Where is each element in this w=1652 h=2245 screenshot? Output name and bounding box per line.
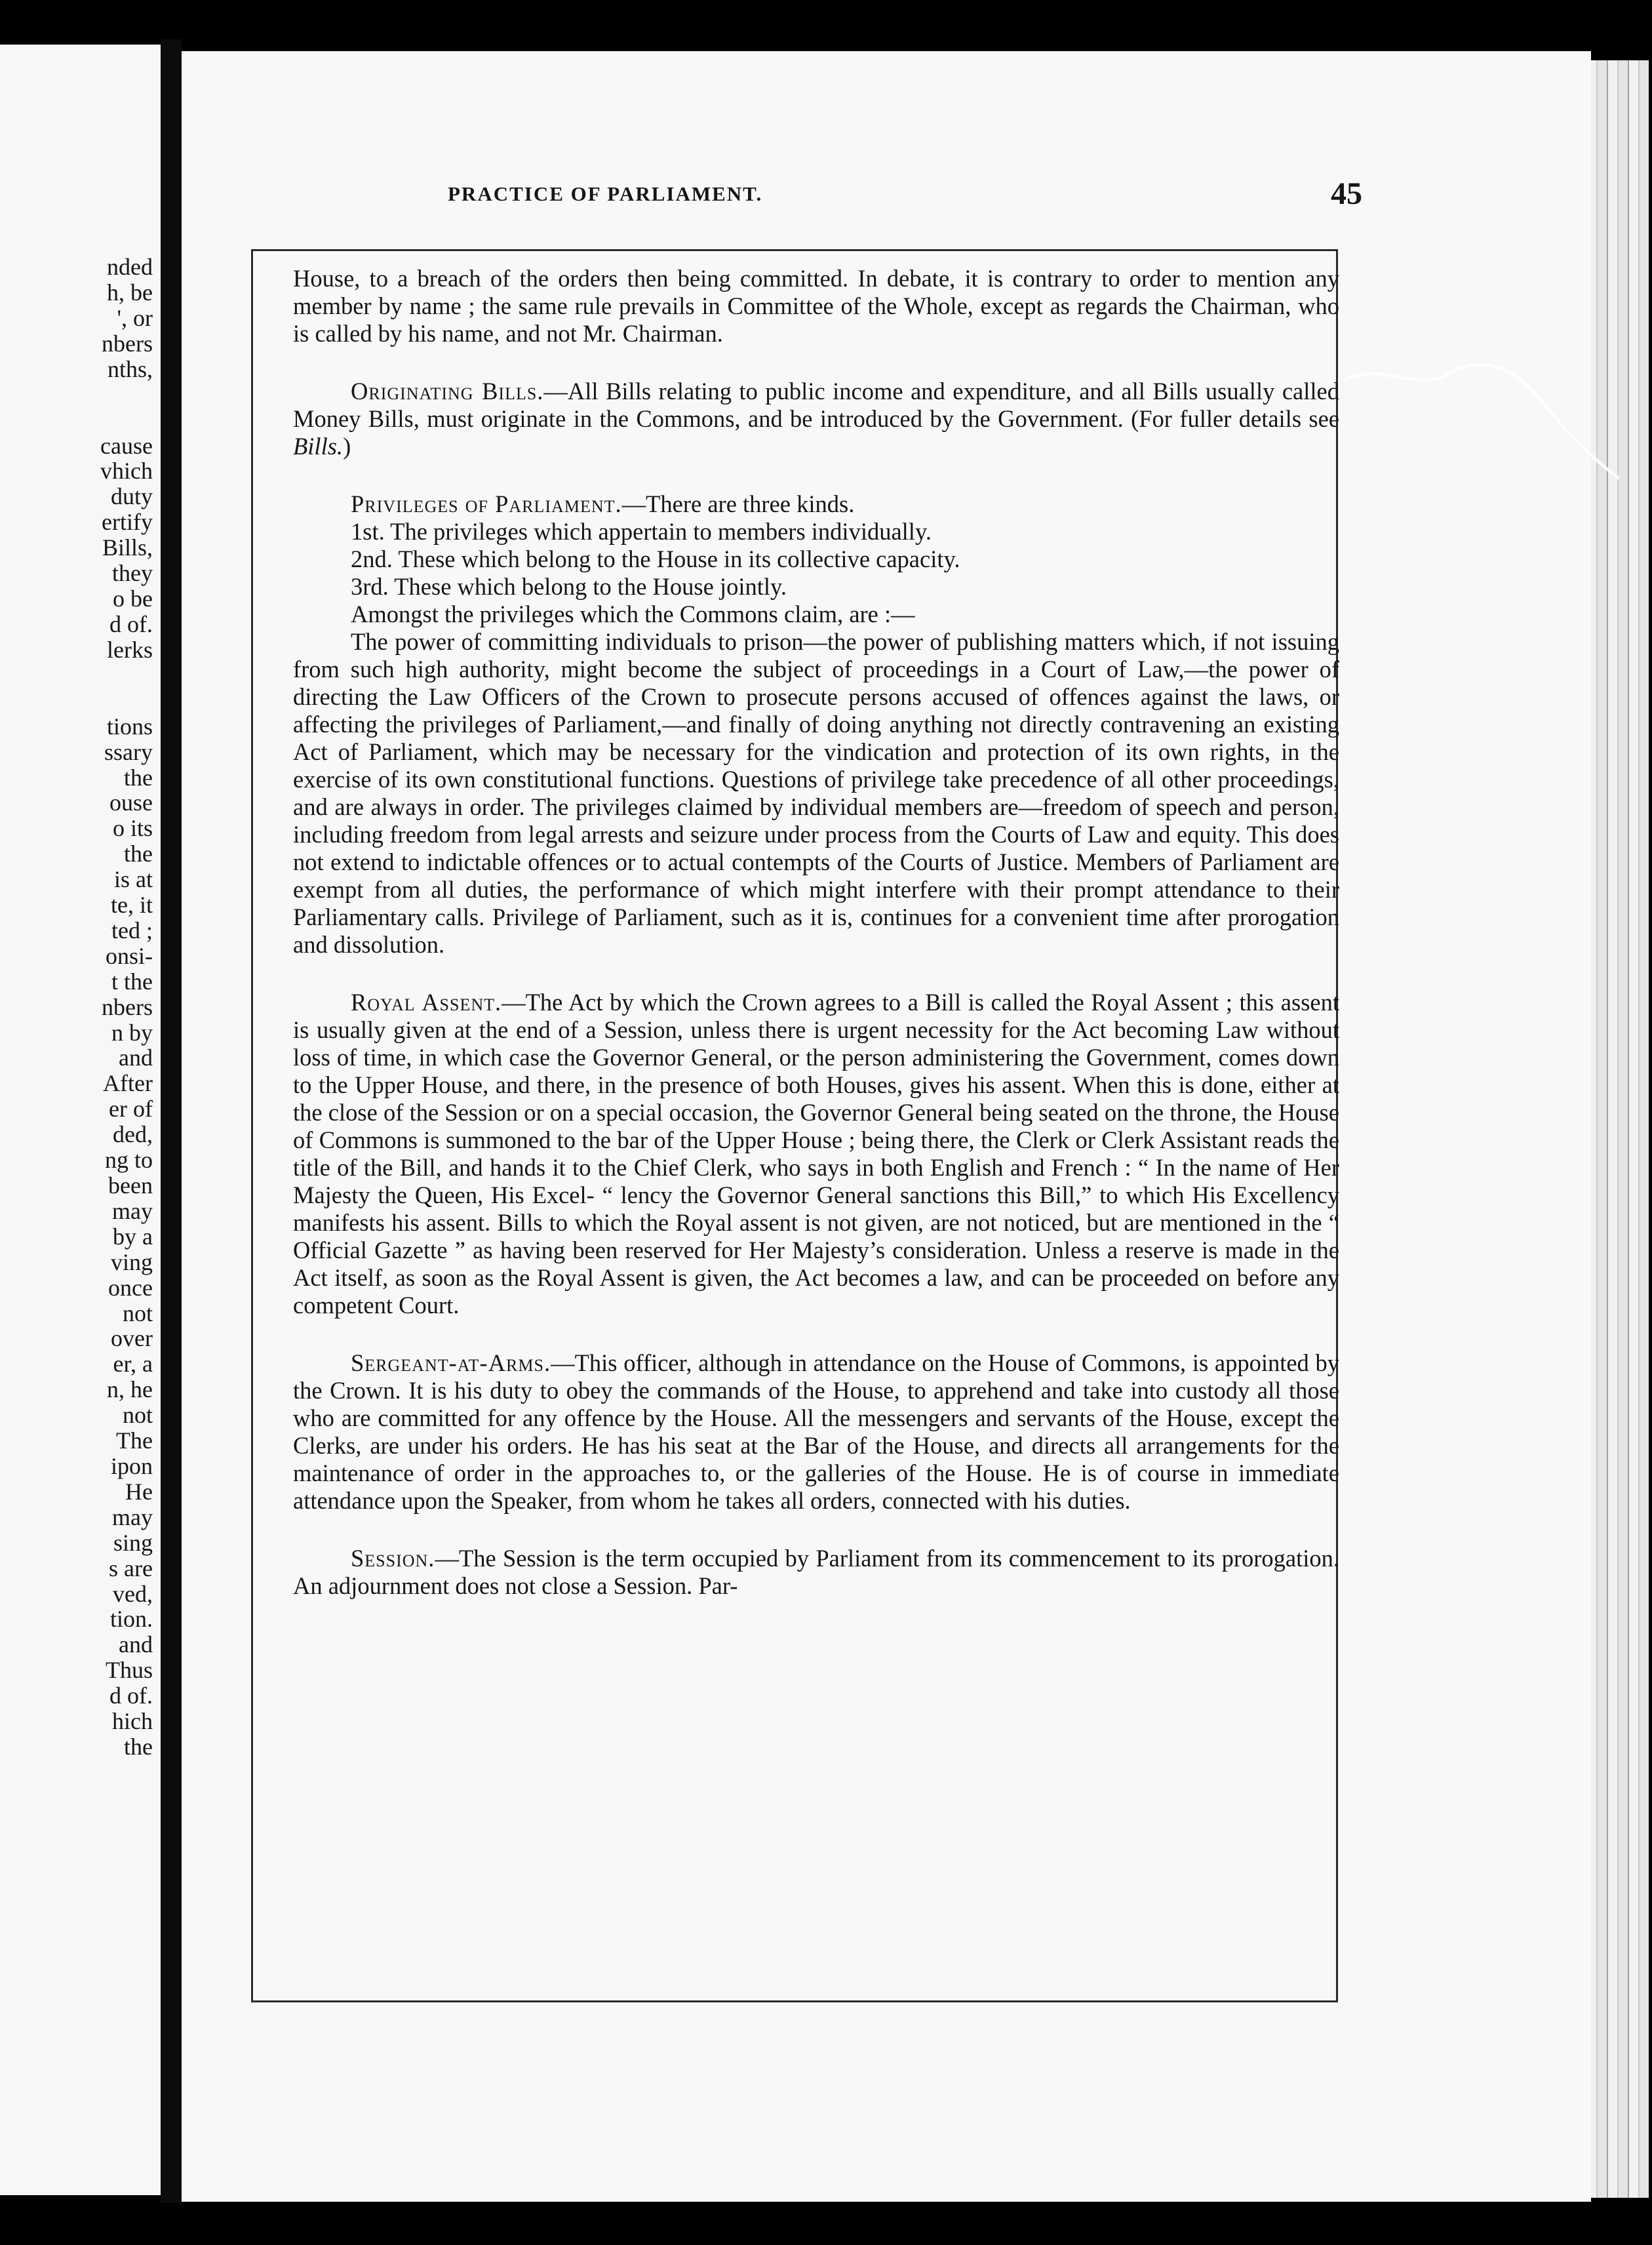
section-text: —There are three kinds. xyxy=(621,490,855,517)
list-item: Amongst the privileges which the Commons claim, are :— xyxy=(351,601,915,627)
facing-page-line: o its xyxy=(112,815,153,842)
section-royal-assent xyxy=(293,989,1339,1319)
facing-page-line: te, it xyxy=(111,892,153,919)
facing-page-line: ssary xyxy=(104,738,153,765)
facing-page-line: they xyxy=(112,560,153,587)
facing-page-line: nbers xyxy=(102,993,153,1020)
section-heading: Session. xyxy=(351,1545,435,1572)
fragment-gap xyxy=(100,663,153,714)
facing-page-line: is at xyxy=(114,866,153,893)
facing-page-line: hich xyxy=(112,1708,153,1735)
facing-page-line: lerks xyxy=(107,636,153,663)
section-heading: Originating Bills. xyxy=(351,378,544,405)
section-heading: Royal Assent. xyxy=(351,989,502,1016)
section-session xyxy=(293,1545,1339,1600)
facing-page-line: h, be xyxy=(107,279,153,306)
facing-page-line: nbers xyxy=(102,330,153,357)
section-text: —The Session is the term occupied by Parliament from its commencement to its prorogation. An adjournment does not close a Session. Par- xyxy=(293,1545,1339,1599)
cross-reference: Bills. xyxy=(293,433,344,460)
facing-page-line: over xyxy=(111,1325,153,1352)
facing-page-line: ouse xyxy=(109,789,153,816)
facing-page-line: ertify xyxy=(102,509,153,536)
facing-page-line: been xyxy=(108,1172,153,1199)
list-item: 2nd. These which belong to the House in its collective capacity. xyxy=(351,546,960,572)
facing-page-line: not xyxy=(122,1300,153,1326)
facing-page-line: n, he xyxy=(107,1376,153,1403)
list-item: 1st. The privileges which appertain to members individually. xyxy=(351,518,932,545)
facing-page-line: er of xyxy=(109,1096,153,1122)
facing-page-line: the xyxy=(124,841,153,867)
running-head-title: PRACTICE OF PARLIAMENT. xyxy=(448,182,763,205)
book-gutter xyxy=(161,39,182,2203)
section-originating-bills xyxy=(293,378,1339,460)
section-sergeant-at-arms xyxy=(293,1349,1339,1515)
facing-page-line: once xyxy=(108,1274,153,1301)
facing-page-line: t the xyxy=(111,968,153,995)
body-text xyxy=(293,265,1339,1600)
facing-page-text xyxy=(100,254,153,1760)
facing-page-line: After xyxy=(103,1070,153,1097)
facing-page-line: tion. xyxy=(109,1606,153,1633)
facing-page-line: tions xyxy=(106,713,153,740)
facing-page-line: o be xyxy=(113,585,153,612)
facing-page-line: He xyxy=(125,1478,153,1505)
facing-page-line: d of. xyxy=(109,1682,153,1709)
facing-page-line: and xyxy=(119,1044,153,1071)
section-privileges xyxy=(293,490,1339,518)
facing-page-line: ved, xyxy=(113,1580,153,1607)
facing-page-line: and xyxy=(119,1631,153,1658)
facing-page-line: sing xyxy=(113,1529,153,1556)
facing-page-line: er, a xyxy=(113,1351,153,1378)
section-text: —The Act by which the Crown agrees to a Bill is called the Royal Assent ; this assent is usually given at the end of a Session, unless there is urgent necessity for the Act becoming Law without loss of time, in which case the Governor General, or the person administering the Government, comes down to the Upper House, and there, in the presence of both Houses, gives his assent. When this is done, either at the close of the Session or on a special occasion, the Governor General being seated on the throne, the House of Commons is summoned to the bar of the Upper House ; being there, the Clerk or Clerk Assistant reads the title of the Bill, and hands it to the Chief Clerk, who says in both English and French : “ In the name of Her Majesty the Queen, His Excel- “ lency the Governor General sanctions this Bill,” to which His Excellency manifests his assent. Bills to which the Royal assent is not given, are not noticed, but are mentioned in the “ Official Gazette ” as having been reserved for Her Majesty’s consideration. Unless a reserve is made in the Act itself, as soon as the Royal Assent is given, the Act becomes a law, and can be proceeded on before any competent Court. xyxy=(293,989,1339,1319)
facing-page-line: The xyxy=(116,1427,153,1454)
list-item: 3rd. These which belong to the House jointly. xyxy=(351,573,787,600)
facing-page-line: nded xyxy=(107,254,153,280)
facing-page-line: s are xyxy=(109,1555,153,1581)
facing-page-line: duty xyxy=(110,483,153,510)
fragment-gap xyxy=(100,382,153,433)
facing-page xyxy=(0,45,162,2195)
facing-page-line: ted ; xyxy=(111,917,153,944)
page-number: 45 xyxy=(1331,176,1362,211)
facing-page-line: may xyxy=(112,1503,153,1530)
facing-page-line: by a xyxy=(113,1223,153,1250)
facing-page-line: ving xyxy=(110,1248,153,1275)
section-text: —This officer, although in attendance on the House of Commons, is appointed by the Crown. It is his duty to obey the commands of the House, to apprehend and take into custody all those who are committed for any offence by the House. All the messengers and servants of the House, except the Clerks, are under his orders. He has his seat at the Bar of the House, and directs all arrangements for the maintenance of order in the approaches to, or the galleries of the House. He is of course in immediate attendance upon the Speaker, from whom he takes all orders, connected with his duties. xyxy=(293,1349,1339,1514)
facing-page-line: vhich xyxy=(100,458,153,485)
facing-page-line: Thus xyxy=(106,1657,153,1684)
facing-page-line: onsi- xyxy=(106,942,153,969)
facing-page-line: cause xyxy=(100,432,153,459)
facing-page-line: n by xyxy=(111,1019,153,1046)
facing-page-line: may xyxy=(112,1197,153,1224)
facing-page-line: ng to xyxy=(104,1147,153,1174)
facing-page-line: nths, xyxy=(107,355,153,382)
continuation-paragraph: House, to a breach of the orders then being committed. In debate, it is contrary to order to mention any member by name ; the same rule prevails in Committee of the Whole, except as regards the Chairman, who is called by his name, and not Mr. Chairman. xyxy=(293,265,1339,347)
facing-page-line: ipon xyxy=(110,1452,153,1479)
facing-page-line: the xyxy=(124,1733,153,1760)
facing-page-line: not xyxy=(122,1402,153,1429)
section-heading: Privileges of Parliament. xyxy=(351,490,622,517)
facing-page-line: ded, xyxy=(113,1121,153,1148)
facing-page-line: ', or xyxy=(117,304,153,331)
facing-page-line: d of. xyxy=(109,610,153,637)
section-text: —All Bills relating to public income and expenditure, and all Bills usually called Money Bills, must originate in the Commons, and be introduced by the Government. (For fuller details see xyxy=(293,378,1339,432)
privileges-paragraph: The power of committing individuals to prison—the power of publishing matters which, if not issuing from such high authority, might become the subject of proceedings in a Court of Law,—the power of directing the Law Officers of the Crown to prosecute persons accused of offences against the laws, or affecting the privileges of Parliament,—and finally of doing anything not directly contravening an existing Act of Parliament, which may be necessary for the vindication and protection of its own rights, in the exercise of its own constitutional functions. Questions of privilege take precedence of all other proceedings, and are always in order. The privileges claimed by individual members are—freedom of speech and person, including freedom from legal arrests and seizure under process from the Courts of Law and equity. This does not extend to indictable offences or to actual contempts of the Courts of Justice. Members of Parliament are exempt from all duties, the performance of which might interfere with their prompt attendance to their Parliamentary calls. Privilege of Parliament, such as it is, continues for a convenient time after prorogation and dissolution. xyxy=(293,628,1339,958)
facing-page-line: Bills, xyxy=(102,534,153,561)
closing-paren: ) xyxy=(343,433,351,460)
facing-page-line: the xyxy=(124,764,153,791)
section-heading: Sergeant-at-Arms. xyxy=(351,1349,551,1376)
